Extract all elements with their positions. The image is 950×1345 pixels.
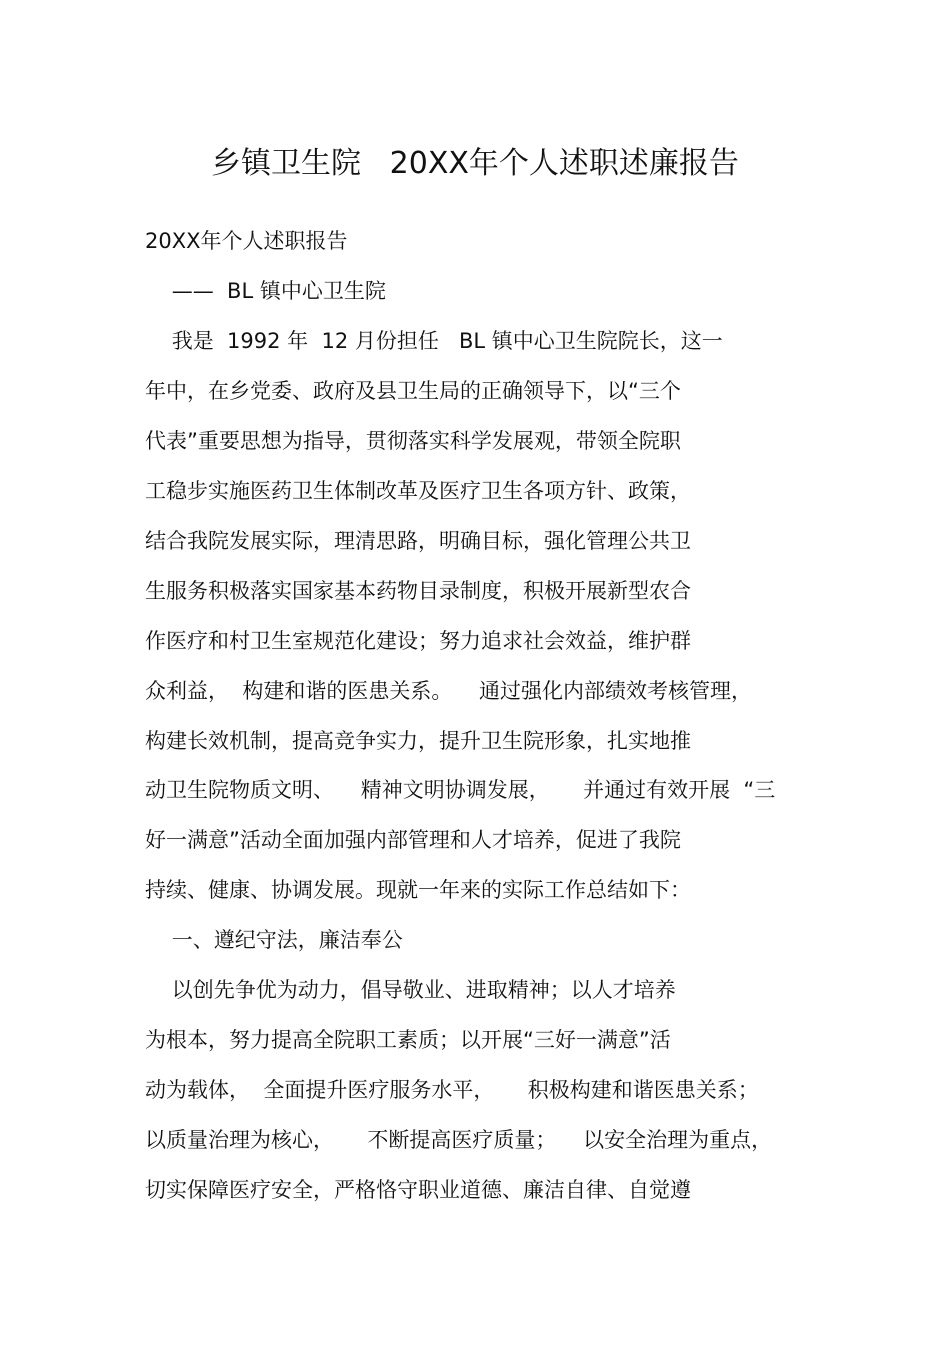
text-line: 动为载体， 全面提升医疗服务水平， 积极构建和谐医患关系； [145,1078,759,1102]
text-line: 我是 1992 年 12 月份担任 BL 镇中心卫生院院长，这一 [145,329,723,353]
text-line: 众利益， 构建和谐的医患关系。 通过强化内部绩效考核管理， [145,679,753,703]
text-line: 作医疗和村卫生室规范化建设；努力追求社会效益，维护群 [145,629,691,653]
text-line: 为根本，努力提高全院职工素质；以开展“三好一满意”活 [145,1028,671,1052]
document-title: 乡镇卫生院 20XX年个人述职述廉报告 [211,146,739,182]
text-line: 动卫生院物质文明、 精神文明协调发展， 并通过有效开展 “三 [145,778,776,802]
text-line: 好一满意”活动全面加强内部管理和人才培养，促进了我院 [145,828,681,852]
text-line: 以创先争优为动力，倡导敬业、进取精神；以人才培养 [145,978,676,1002]
text-line: 生服务积极落实国家基本药物目录制度，积极开展新型农合 [145,579,691,603]
section-heading: 一、遵纪守法，廉洁奉公 [145,928,403,952]
text-line: 工稳步实施医药卫生体制改革及医疗卫生各项方针、政策， [145,479,691,503]
text-line: 年中，在乡党委、政府及县卫生局的正确领导下，以“三个 [145,379,681,403]
text-line-subtitle: 20XX年个人述职报告 [145,229,348,253]
text-line: 代表”重要思想为指导，贯彻落实科学发展观，带领全院职 [145,429,681,453]
text-line: 切实保障医疗安全，严格恪守职业道德、廉洁自律、自觉遵 [145,1178,691,1202]
text-line: 以质量治理为核心， 不断提高医疗质量； 以安全治理为重点， [145,1128,773,1152]
text-line: 持续、健康、协调发展。现就一年来的实际工作总结如下： [145,878,691,902]
text-line: 构建长效机制，提高竞争实力，提升卫生院形象，扎实地推 [145,729,691,753]
text-line-author: —— BL 镇中心卫生院 [145,279,386,303]
text-line: 结合我院发展实际，理清思路，明确目标，强化管理公共卫 [145,529,691,553]
